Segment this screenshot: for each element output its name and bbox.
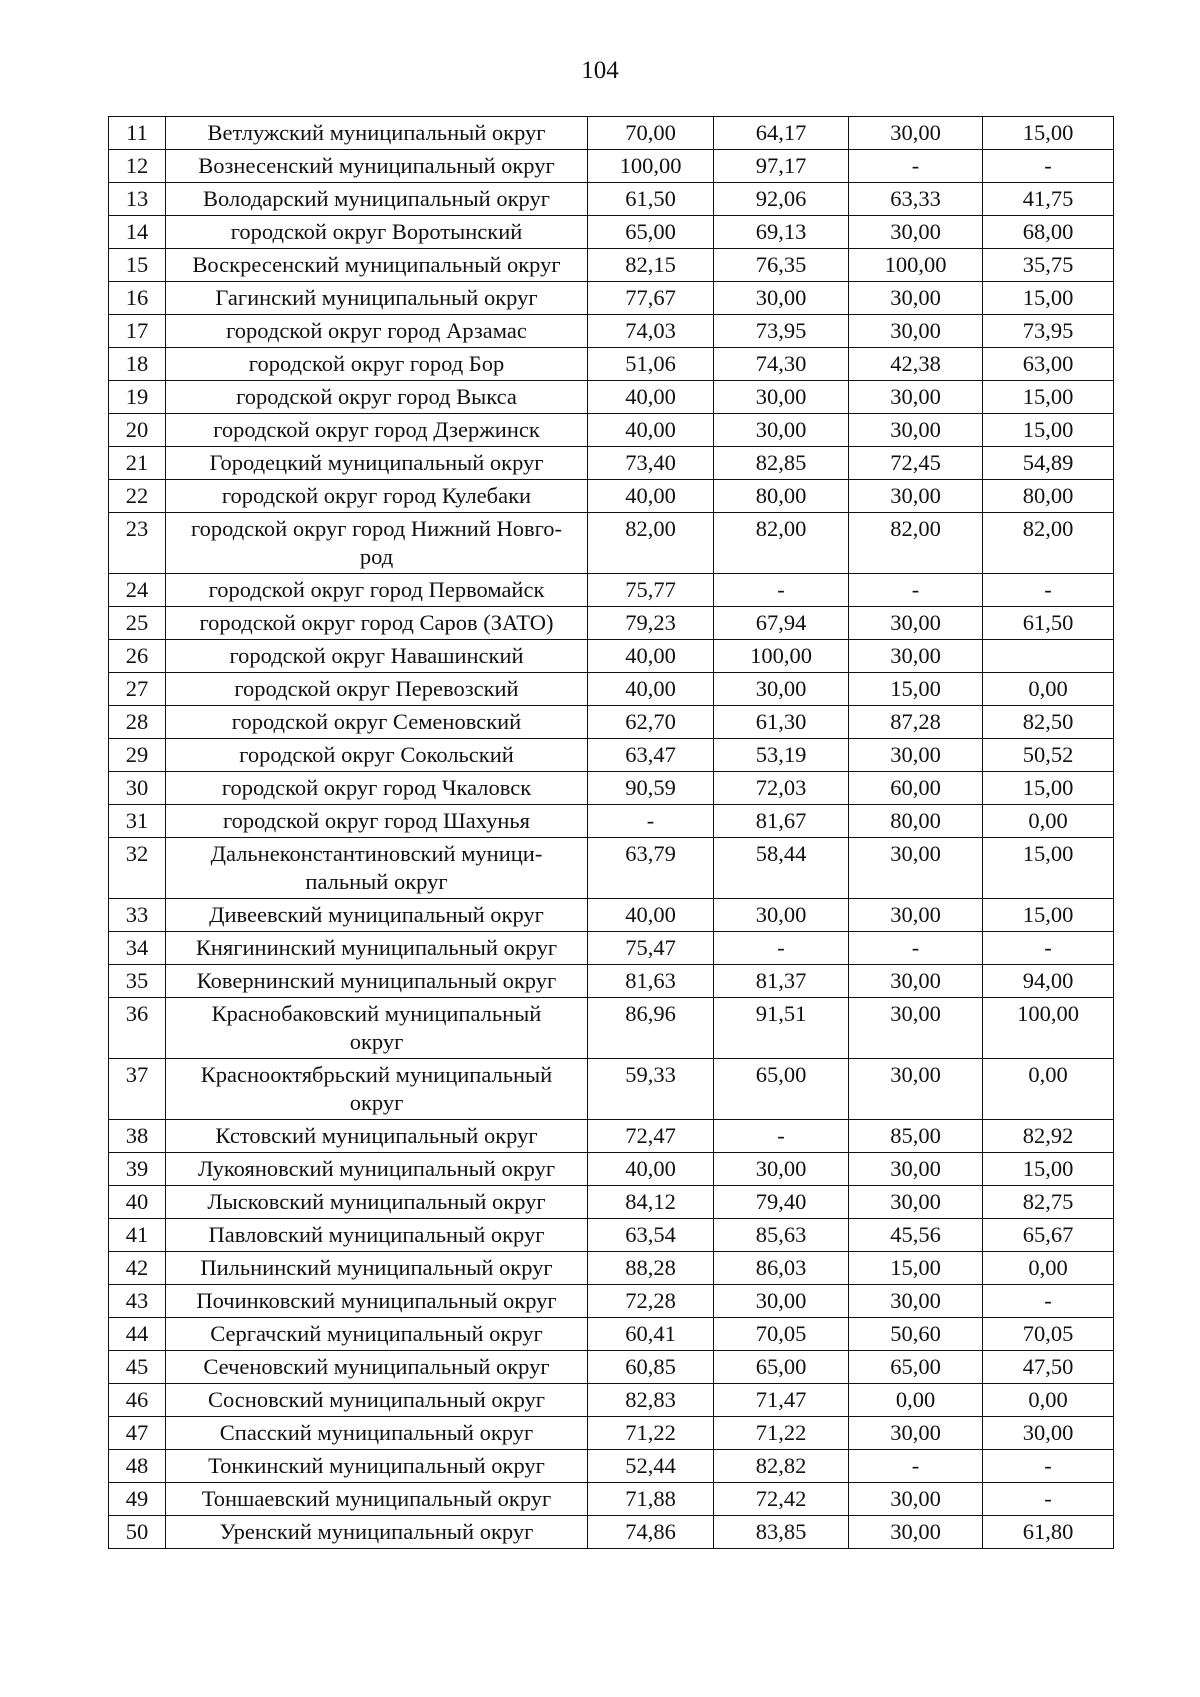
value-cell-3: - bbox=[849, 932, 983, 965]
municipality-name-cell: Ветлужский муниципальный округ bbox=[166, 117, 588, 150]
municipality-name-cell bbox=[166, 838, 588, 899]
value-cell-4: 68,00 bbox=[983, 216, 1114, 249]
value-cell-3: 87,28 bbox=[849, 706, 983, 739]
value-cell-1: 100,00 bbox=[588, 150, 714, 183]
value-cell-3: - bbox=[849, 1450, 983, 1483]
municipality-name-cell: Сергачский муниципальный округ bbox=[166, 1318, 588, 1351]
row-number-cell: 45 bbox=[109, 1351, 166, 1384]
value-cell-3: 30,00 bbox=[849, 838, 983, 899]
table-row bbox=[109, 1285, 1114, 1318]
municipality-name-cell: городской округ Воротынский bbox=[166, 216, 588, 249]
value-cell-3: 30,00 bbox=[849, 739, 983, 772]
municipality-name-cell: городской округ город Саров (ЗАТО) bbox=[166, 607, 588, 640]
value-cell-1: 72,47 bbox=[588, 1120, 714, 1153]
value-cell-1: 82,00 bbox=[588, 513, 714, 574]
table-row bbox=[109, 1252, 1114, 1285]
value-cell-1: 65,00 bbox=[588, 216, 714, 249]
value-cell-3: 15,00 bbox=[849, 1252, 983, 1285]
value-cell-1: 82,15 bbox=[588, 249, 714, 282]
value-cell-3: 60,00 bbox=[849, 772, 983, 805]
value-cell-4: 63,00 bbox=[983, 348, 1114, 381]
value-cell-2: 30,00 bbox=[714, 381, 849, 414]
row-number-cell: 44 bbox=[109, 1318, 166, 1351]
value-cell-1: 40,00 bbox=[588, 899, 714, 932]
row-number-cell: 21 bbox=[109, 447, 166, 480]
value-cell-2: 65,00 bbox=[714, 1059, 849, 1120]
value-cell-2: 67,94 bbox=[714, 607, 849, 640]
municipality-name-cell: Лысковский муниципальный округ bbox=[166, 1186, 588, 1219]
municipality-name-line: род bbox=[359, 544, 394, 569]
value-cell-1: 63,79 bbox=[588, 838, 714, 899]
municipality-name-cell: Тонкинский муниципальный округ bbox=[166, 1450, 588, 1483]
value-cell-4: 41,75 bbox=[983, 183, 1114, 216]
table-row bbox=[109, 1450, 1114, 1483]
row-number-cell: 16 bbox=[109, 282, 166, 315]
municipality-name-cell: Пильнинский муниципальный округ bbox=[166, 1252, 588, 1285]
municipality-name-line: городской округ город Нижний Новго- bbox=[190, 516, 563, 541]
table-row bbox=[109, 607, 1114, 640]
value-cell-4: 30,00 bbox=[983, 1417, 1114, 1450]
row-number-cell: 36 bbox=[109, 998, 166, 1059]
value-cell-3: 30,00 bbox=[849, 1516, 983, 1549]
value-cell-2: 100,00 bbox=[714, 640, 849, 673]
value-cell-1: 84,12 bbox=[588, 1186, 714, 1219]
value-cell-4: 15,00 bbox=[983, 1153, 1114, 1186]
table-row bbox=[109, 706, 1114, 739]
value-cell-1: 70,00 bbox=[588, 117, 714, 150]
value-cell-3: 30,00 bbox=[849, 315, 983, 348]
value-cell-2: 72,42 bbox=[714, 1483, 849, 1516]
table-row bbox=[109, 1351, 1114, 1384]
data-table bbox=[108, 116, 1114, 1549]
value-cell-4: - bbox=[983, 1450, 1114, 1483]
value-cell-1: 72,28 bbox=[588, 1285, 714, 1318]
municipality-name-line: округ bbox=[349, 1029, 404, 1054]
value-cell-2: - bbox=[714, 932, 849, 965]
value-cell-2: 72,03 bbox=[714, 772, 849, 805]
value-cell-1: 73,40 bbox=[588, 447, 714, 480]
value-cell-1: 51,06 bbox=[588, 348, 714, 381]
value-cell-1: 40,00 bbox=[588, 480, 714, 513]
table-row bbox=[109, 1318, 1114, 1351]
value-cell-4: 0,00 bbox=[983, 1059, 1114, 1120]
value-cell-3: 30,00 bbox=[849, 899, 983, 932]
row-number-cell: 18 bbox=[109, 348, 166, 381]
row-number-cell: 43 bbox=[109, 1285, 166, 1318]
value-cell-1: 86,96 bbox=[588, 998, 714, 1059]
value-cell-1: 40,00 bbox=[588, 381, 714, 414]
value-cell-3: 72,45 bbox=[849, 447, 983, 480]
value-cell-2: 79,40 bbox=[714, 1186, 849, 1219]
municipality-name-cell: Кстовский муниципальный округ bbox=[166, 1120, 588, 1153]
value-cell-4: 82,00 bbox=[983, 513, 1114, 574]
value-cell-3: 30,00 bbox=[849, 1153, 983, 1186]
value-cell-3: 30,00 bbox=[849, 480, 983, 513]
table-row bbox=[109, 414, 1114, 447]
value-cell-4: - bbox=[983, 932, 1114, 965]
value-cell-4: 61,80 bbox=[983, 1516, 1114, 1549]
value-cell-1: 81,63 bbox=[588, 965, 714, 998]
municipality-name-cell bbox=[166, 513, 588, 574]
table-row bbox=[109, 1516, 1114, 1549]
value-cell-4: 15,00 bbox=[983, 899, 1114, 932]
value-cell-4: 50,52 bbox=[983, 739, 1114, 772]
value-cell-2: 91,51 bbox=[714, 998, 849, 1059]
value-cell-3: 15,00 bbox=[849, 673, 983, 706]
value-cell-3: 30,00 bbox=[849, 282, 983, 315]
municipality-name-cell: городской округ Перевозский bbox=[166, 673, 588, 706]
municipality-name-line: Краснобаковский муниципальный bbox=[211, 1001, 542, 1026]
row-number-cell: 39 bbox=[109, 1153, 166, 1186]
value-cell-4: 80,00 bbox=[983, 480, 1114, 513]
row-number-cell: 35 bbox=[109, 965, 166, 998]
table-row bbox=[109, 838, 1114, 899]
value-cell-2: 30,00 bbox=[714, 414, 849, 447]
value-cell-1: 52,44 bbox=[588, 1450, 714, 1483]
municipality-name-cell: Спасский муниципальный округ bbox=[166, 1417, 588, 1450]
value-cell-4: 47,50 bbox=[983, 1351, 1114, 1384]
value-cell-4: 0,00 bbox=[983, 805, 1114, 838]
table-row bbox=[109, 1153, 1114, 1186]
value-cell-3: 30,00 bbox=[849, 640, 983, 673]
municipality-name-cell: городской округ город Кулебаки bbox=[166, 480, 588, 513]
value-cell-3: 30,00 bbox=[849, 965, 983, 998]
value-cell-3: 85,00 bbox=[849, 1120, 983, 1153]
row-number-cell: 27 bbox=[109, 673, 166, 706]
value-cell-2: 97,17 bbox=[714, 150, 849, 183]
municipality-name-cell: городской округ Семеновский bbox=[166, 706, 588, 739]
value-cell-1: 61,50 bbox=[588, 183, 714, 216]
value-cell-3: 82,00 bbox=[849, 513, 983, 574]
value-cell-2: 64,17 bbox=[714, 117, 849, 150]
municipality-name-line: пальный округ bbox=[305, 869, 448, 894]
row-number-cell: 40 bbox=[109, 1186, 166, 1219]
value-cell-4: 82,50 bbox=[983, 706, 1114, 739]
value-cell-4: - bbox=[983, 1483, 1114, 1516]
value-cell-3: 30,00 bbox=[849, 1285, 983, 1318]
row-number-cell: 32 bbox=[109, 838, 166, 899]
table-row bbox=[109, 513, 1114, 574]
municipality-name-cell: Лукояновский муниципальный округ bbox=[166, 1153, 588, 1186]
table-row bbox=[109, 640, 1114, 673]
municipality-name-cell: Уренский муниципальный округ bbox=[166, 1516, 588, 1549]
table-row bbox=[109, 315, 1114, 348]
value-cell-4: 15,00 bbox=[983, 838, 1114, 899]
row-number-cell: 22 bbox=[109, 480, 166, 513]
value-cell-3: 0,00 bbox=[849, 1384, 983, 1417]
value-cell-2: 69,13 bbox=[714, 216, 849, 249]
municipality-name-cell: Ковернинский муниципальный округ bbox=[166, 965, 588, 998]
value-cell-2: 71,22 bbox=[714, 1417, 849, 1450]
row-number-cell: 42 bbox=[109, 1252, 166, 1285]
value-cell-3: 30,00 bbox=[849, 1483, 983, 1516]
value-cell-4: 82,75 bbox=[983, 1186, 1114, 1219]
value-cell-4: 0,00 bbox=[983, 673, 1114, 706]
row-number-cell: 49 bbox=[109, 1483, 166, 1516]
municipality-name-cell: Городецкий муниципальный округ bbox=[166, 447, 588, 480]
row-number-cell: 48 bbox=[109, 1450, 166, 1483]
table-row bbox=[109, 1483, 1114, 1516]
row-number-cell: 34 bbox=[109, 932, 166, 965]
row-number-cell: 38 bbox=[109, 1120, 166, 1153]
row-number-cell: 26 bbox=[109, 640, 166, 673]
municipality-name-cell: Дивеевский муниципальный округ bbox=[166, 899, 588, 932]
value-cell-4: - bbox=[983, 574, 1114, 607]
value-cell-1: 75,47 bbox=[588, 932, 714, 965]
table-row bbox=[109, 381, 1114, 414]
value-cell-3: 30,00 bbox=[849, 998, 983, 1059]
table-row bbox=[109, 1059, 1114, 1120]
value-cell-3: 30,00 bbox=[849, 1417, 983, 1450]
municipality-name-cell: Воскресенский муниципальный округ bbox=[166, 249, 588, 282]
table-row bbox=[109, 805, 1114, 838]
row-number-cell: 47 bbox=[109, 1417, 166, 1450]
value-cell-3: 30,00 bbox=[849, 1186, 983, 1219]
value-cell-1: 63,54 bbox=[588, 1219, 714, 1252]
municipality-name-cell: Тоншаевский муниципальный округ bbox=[166, 1483, 588, 1516]
value-cell-1: 71,22 bbox=[588, 1417, 714, 1450]
table-row bbox=[109, 1120, 1114, 1153]
value-cell-3: 45,56 bbox=[849, 1219, 983, 1252]
value-cell-4: - bbox=[983, 1285, 1114, 1318]
value-cell-4: 100,00 bbox=[983, 998, 1114, 1059]
row-number-cell: 41 bbox=[109, 1219, 166, 1252]
row-number-cell: 30 bbox=[109, 772, 166, 805]
value-cell-2: 61,30 bbox=[714, 706, 849, 739]
value-cell-2: - bbox=[714, 1120, 849, 1153]
table-row bbox=[109, 574, 1114, 607]
municipality-name-line: округ bbox=[349, 1090, 404, 1115]
municipality-name-line: Дальнеконстантиновский муници- bbox=[210, 841, 543, 866]
value-cell-3: - bbox=[849, 574, 983, 607]
row-number-cell: 20 bbox=[109, 414, 166, 447]
municipality-name-cell: Павловский муниципальный округ bbox=[166, 1219, 588, 1252]
value-cell-2: 30,00 bbox=[714, 899, 849, 932]
value-cell-3: 30,00 bbox=[849, 216, 983, 249]
value-cell-1: 74,86 bbox=[588, 1516, 714, 1549]
row-number-cell: 23 bbox=[109, 513, 166, 574]
municipality-name-cell: городской округ город Бор bbox=[166, 348, 588, 381]
page-number: 104 bbox=[581, 57, 619, 84]
value-cell-4: 82,92 bbox=[983, 1120, 1114, 1153]
table-row bbox=[109, 739, 1114, 772]
row-number-cell: 46 bbox=[109, 1384, 166, 1417]
table-row bbox=[109, 1186, 1114, 1219]
value-cell-2: 30,00 bbox=[714, 282, 849, 315]
value-cell-4: 61,50 bbox=[983, 607, 1114, 640]
municipality-name-cell: городской округ город Первомайск bbox=[166, 574, 588, 607]
value-cell-1: 82,83 bbox=[588, 1384, 714, 1417]
value-cell-2: - bbox=[714, 574, 849, 607]
value-cell-4: 35,75 bbox=[983, 249, 1114, 282]
value-cell-2: 74,30 bbox=[714, 348, 849, 381]
table-row bbox=[109, 1417, 1114, 1450]
table-row bbox=[109, 772, 1114, 805]
value-cell-1: 60,85 bbox=[588, 1351, 714, 1384]
municipality-name-cell bbox=[166, 998, 588, 1059]
value-cell-2: 58,44 bbox=[714, 838, 849, 899]
value-cell-1: 60,41 bbox=[588, 1318, 714, 1351]
value-cell-1: 62,70 bbox=[588, 706, 714, 739]
table-row bbox=[109, 150, 1114, 183]
value-cell-2: 86,03 bbox=[714, 1252, 849, 1285]
value-cell-1: 59,33 bbox=[588, 1059, 714, 1120]
row-number-cell: 17 bbox=[109, 315, 166, 348]
value-cell-2: 82,82 bbox=[714, 1450, 849, 1483]
municipality-name-cell: Сеченовский муниципальный округ bbox=[166, 1351, 588, 1384]
value-cell-2: 82,00 bbox=[714, 513, 849, 574]
value-cell-3: 100,00 bbox=[849, 249, 983, 282]
municipality-name-cell: городской округ город Арзамас bbox=[166, 315, 588, 348]
value-cell-4: 94,00 bbox=[983, 965, 1114, 998]
value-cell-4: 15,00 bbox=[983, 117, 1114, 150]
municipality-name-cell: Сосновский муниципальный округ bbox=[166, 1384, 588, 1417]
value-cell-1: 40,00 bbox=[588, 673, 714, 706]
table-row bbox=[109, 1219, 1114, 1252]
value-cell-2: 83,85 bbox=[714, 1516, 849, 1549]
value-cell-2: 81,67 bbox=[714, 805, 849, 838]
value-cell-4: 65,67 bbox=[983, 1219, 1114, 1252]
row-number-cell: 50 bbox=[109, 1516, 166, 1549]
row-number-cell: 12 bbox=[109, 150, 166, 183]
table-row bbox=[109, 480, 1114, 513]
value-cell-1: 63,47 bbox=[588, 739, 714, 772]
value-cell-1: 79,23 bbox=[588, 607, 714, 640]
value-cell-3: 30,00 bbox=[849, 381, 983, 414]
municipality-name-cell: Володарский муниципальный округ bbox=[166, 183, 588, 216]
municipality-name-cell: городской округ город Дзержинск bbox=[166, 414, 588, 447]
value-cell-2: 30,00 bbox=[714, 673, 849, 706]
value-cell-3: 30,00 bbox=[849, 117, 983, 150]
value-cell-2: 30,00 bbox=[714, 1153, 849, 1186]
value-cell-2: 30,00 bbox=[714, 1285, 849, 1318]
value-cell-3: 50,60 bbox=[849, 1318, 983, 1351]
table-row bbox=[109, 183, 1114, 216]
table-row bbox=[109, 117, 1114, 150]
row-number-cell: 19 bbox=[109, 381, 166, 414]
municipality-name-line: Краснооктябрьский муниципальный bbox=[200, 1062, 553, 1087]
row-number-cell: 13 bbox=[109, 183, 166, 216]
value-cell-1: 77,67 bbox=[588, 282, 714, 315]
value-cell-3: 42,38 bbox=[849, 348, 983, 381]
value-cell-2: 80,00 bbox=[714, 480, 849, 513]
row-number-cell: 29 bbox=[109, 739, 166, 772]
table-row bbox=[109, 899, 1114, 932]
value-cell-4: 15,00 bbox=[983, 381, 1114, 414]
value-cell-3: 65,00 bbox=[849, 1351, 983, 1384]
value-cell-4: 15,00 bbox=[983, 414, 1114, 447]
row-number-cell: 15 bbox=[109, 249, 166, 282]
value-cell-3: 30,00 bbox=[849, 607, 983, 640]
row-number-cell: 24 bbox=[109, 574, 166, 607]
table-row bbox=[109, 965, 1114, 998]
value-cell-3: 30,00 bbox=[849, 414, 983, 447]
municipality-name-cell: Починковский муниципальный округ bbox=[166, 1285, 588, 1318]
value-cell-1: 74,03 bbox=[588, 315, 714, 348]
table-row bbox=[109, 447, 1114, 480]
value-cell-2: 82,85 bbox=[714, 447, 849, 480]
table-row bbox=[109, 216, 1114, 249]
value-cell-2: 85,63 bbox=[714, 1219, 849, 1252]
municipality-name-cell bbox=[166, 1059, 588, 1120]
table-row bbox=[109, 282, 1114, 315]
value-cell-4: 70,05 bbox=[983, 1318, 1114, 1351]
row-number-cell: 31 bbox=[109, 805, 166, 838]
value-cell-2: 81,37 bbox=[714, 965, 849, 998]
municipality-name-cell: Вознесенский муниципальный округ bbox=[166, 150, 588, 183]
value-cell-4: - bbox=[983, 150, 1114, 183]
row-number-cell: 14 bbox=[109, 216, 166, 249]
value-cell-2: 53,19 bbox=[714, 739, 849, 772]
value-cell-4: 15,00 bbox=[983, 772, 1114, 805]
table-row bbox=[109, 673, 1114, 706]
value-cell-4: 54,89 bbox=[983, 447, 1114, 480]
value-cell-3: 30,00 bbox=[849, 1059, 983, 1120]
municipality-name-cell: городской округ город Чкаловск bbox=[166, 772, 588, 805]
municipality-name-cell: городской округ Сокольский bbox=[166, 739, 588, 772]
value-cell-4: 0,00 bbox=[983, 1252, 1114, 1285]
value-cell-2: 73,95 bbox=[714, 315, 849, 348]
value-cell-3: 63,33 bbox=[849, 183, 983, 216]
value-cell-3: - bbox=[849, 150, 983, 183]
value-cell-1: 40,00 bbox=[588, 1153, 714, 1186]
value-cell-2: 65,00 bbox=[714, 1351, 849, 1384]
row-number-cell: 11 bbox=[109, 117, 166, 150]
value-cell-1: 71,88 bbox=[588, 1483, 714, 1516]
value-cell-2: 92,06 bbox=[714, 183, 849, 216]
value-cell-4: 15,00 bbox=[983, 282, 1114, 315]
table-body bbox=[109, 117, 1114, 1549]
value-cell-1: 88,28 bbox=[588, 1252, 714, 1285]
value-cell-4 bbox=[983, 640, 1114, 673]
table-row bbox=[109, 932, 1114, 965]
municipality-name-cell: городской округ город Выкса bbox=[166, 381, 588, 414]
municipality-name-cell: Гагинский муниципальный округ bbox=[166, 282, 588, 315]
value-cell-1: 90,59 bbox=[588, 772, 714, 805]
row-number-cell: 25 bbox=[109, 607, 166, 640]
value-cell-2: 76,35 bbox=[714, 249, 849, 282]
value-cell-1: 75,77 bbox=[588, 574, 714, 607]
municipality-name-cell: городской округ город Шахунья bbox=[166, 805, 588, 838]
value-cell-2: 71,47 bbox=[714, 1384, 849, 1417]
table-row bbox=[109, 348, 1114, 381]
value-cell-2: 70,05 bbox=[714, 1318, 849, 1351]
row-number-cell: 33 bbox=[109, 899, 166, 932]
value-cell-1: 40,00 bbox=[588, 640, 714, 673]
table-row bbox=[109, 998, 1114, 1059]
row-number-cell: 37 bbox=[109, 1059, 166, 1120]
table-row bbox=[109, 1384, 1114, 1417]
value-cell-1: - bbox=[588, 805, 714, 838]
value-cell-1: 40,00 bbox=[588, 414, 714, 447]
value-cell-3: 80,00 bbox=[849, 805, 983, 838]
value-cell-4: 73,95 bbox=[983, 315, 1114, 348]
municipality-name-cell: городской округ Навашинский bbox=[166, 640, 588, 673]
municipality-name-cell: Княгининский муниципальный округ bbox=[166, 932, 588, 965]
table-row bbox=[109, 249, 1114, 282]
row-number-cell: 28 bbox=[109, 706, 166, 739]
value-cell-4: 0,00 bbox=[983, 1384, 1114, 1417]
